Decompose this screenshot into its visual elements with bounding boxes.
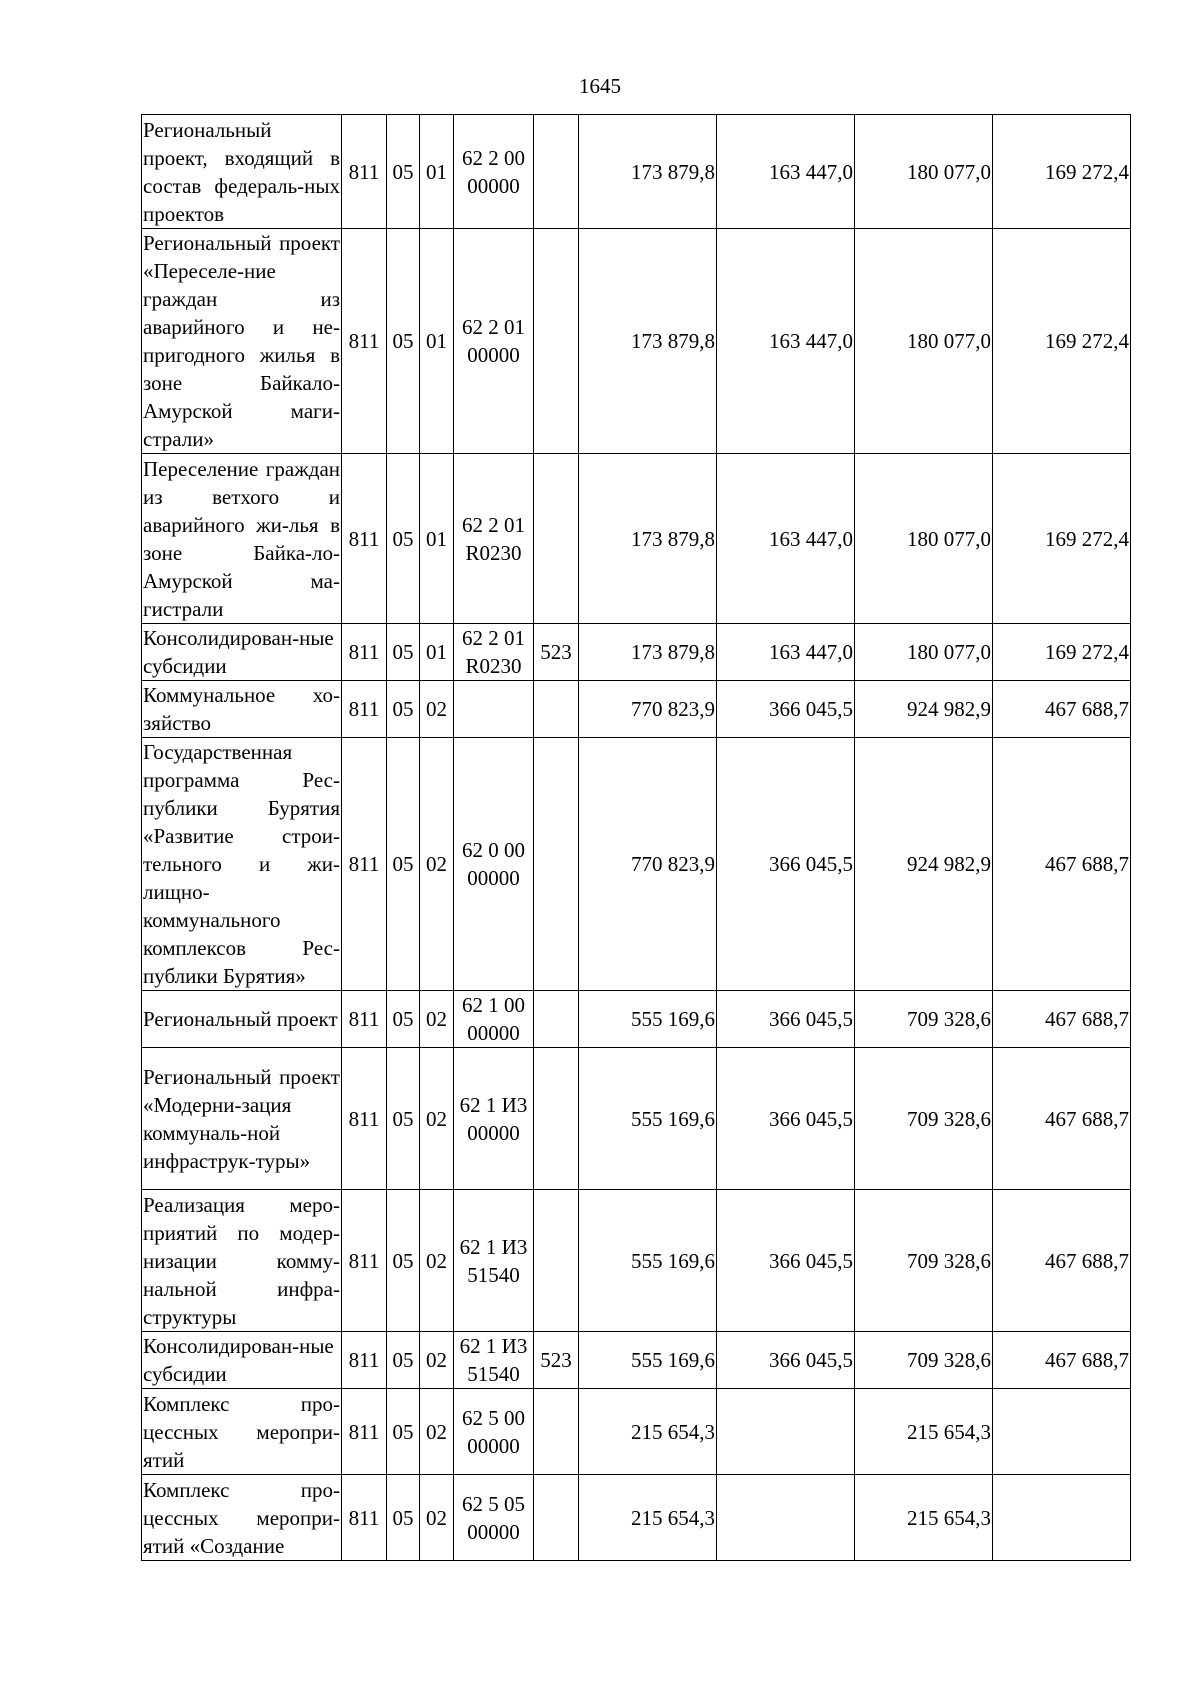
target-article: 62 2 01 00000 xyxy=(454,229,534,454)
target-article: 62 1 И3 51540 xyxy=(454,1332,534,1389)
section-code: 05 xyxy=(387,624,420,681)
amount-4: 467 688,7 xyxy=(993,1190,1131,1332)
expense-type xyxy=(534,1389,579,1475)
section-code: 05 xyxy=(387,738,420,991)
target-article: 62 5 05 00000 xyxy=(454,1475,534,1561)
expense-type xyxy=(534,1048,579,1190)
table-row xyxy=(142,624,1131,681)
table-row xyxy=(142,1389,1131,1475)
amount-1: 770 823,9 xyxy=(579,681,717,738)
section-code: 05 xyxy=(387,1190,420,1332)
target-article xyxy=(454,681,534,738)
target-article: 62 1 00 00000 xyxy=(454,991,534,1048)
ministry-code: 811 xyxy=(342,229,387,454)
amount-4: 467 688,7 xyxy=(993,1048,1131,1190)
amount-2: 163 447,0 xyxy=(717,229,855,454)
subsection-code: 01 xyxy=(420,454,454,624)
amount-3: 709 328,6 xyxy=(855,1190,993,1332)
amount-3: 709 328,6 xyxy=(855,1332,993,1389)
row-name: Комплекс про-цессных меропри-ятий «Создание xyxy=(142,1475,342,1561)
expense-type: 523 xyxy=(534,624,579,681)
row-name: Региональный проект xyxy=(142,991,342,1048)
amount-2: 366 045,5 xyxy=(717,738,855,991)
expense-type xyxy=(534,738,579,991)
expense-type xyxy=(534,1475,579,1561)
ministry-code: 811 xyxy=(342,681,387,738)
amount-2: 163 447,0 xyxy=(717,115,855,229)
section-code: 05 xyxy=(387,454,420,624)
section-code: 05 xyxy=(387,1048,420,1190)
amount-1: 770 823,9 xyxy=(579,738,717,991)
section-code: 05 xyxy=(387,229,420,454)
ministry-code: 811 xyxy=(342,991,387,1048)
amount-3: 924 982,9 xyxy=(855,681,993,738)
amount-4 xyxy=(993,1475,1131,1561)
amount-3: 924 982,9 xyxy=(855,738,993,991)
page-number: 1645 xyxy=(579,74,621,98)
amount-3: 180 077,0 xyxy=(855,454,993,624)
expense-type: 523 xyxy=(534,1332,579,1389)
row-name: Консолидирован-ные субсидии xyxy=(142,1332,342,1389)
row-name: Коммунальное хо-зяйство xyxy=(142,681,342,738)
ministry-code: 811 xyxy=(342,1048,387,1190)
section-code: 05 xyxy=(387,1332,420,1389)
row-name: Переселение граждан из ветхого и аварийного жи-лья в зоне Байка-ло-Амурской ма-гистрали xyxy=(142,454,342,624)
section-code: 05 xyxy=(387,1475,420,1561)
amount-3: 180 077,0 xyxy=(855,229,993,454)
target-article: 62 1 И3 51540 xyxy=(454,1190,534,1332)
amount-1: 555 169,6 xyxy=(579,991,717,1048)
ministry-code: 811 xyxy=(342,1389,387,1475)
ministry-code: 811 xyxy=(342,1475,387,1561)
amount-3: 709 328,6 xyxy=(855,1048,993,1190)
section-code: 05 xyxy=(387,681,420,738)
section-code: 05 xyxy=(387,115,420,229)
target-article: 62 1 И3 00000 xyxy=(454,1048,534,1190)
amount-1: 555 169,6 xyxy=(579,1332,717,1389)
amount-2: 366 045,5 xyxy=(717,1332,855,1389)
subsection-code: 02 xyxy=(420,681,454,738)
amount-1: 555 169,6 xyxy=(579,1048,717,1190)
subsection-code: 02 xyxy=(420,991,454,1048)
amount-4: 467 688,7 xyxy=(993,1332,1131,1389)
amount-3: 215 654,3 xyxy=(855,1389,993,1475)
row-name: Государственная программа Рес-публики Бурятия «Развитие строи-тельного и жи-лищно-коммунального комплексов Рес-публики Бурятия» xyxy=(142,738,342,991)
amount-1: 555 169,6 xyxy=(579,1190,717,1332)
table-row xyxy=(142,738,1131,991)
amount-2: 163 447,0 xyxy=(717,454,855,624)
table-row xyxy=(142,1190,1131,1332)
expense-type xyxy=(534,1190,579,1332)
row-name: Региональный проект «Модерни-зация коммуналь-ной инфраструк-туры» xyxy=(142,1048,342,1190)
row-name: Реализация меро-приятий по модер-низации комму-нальной инфра-структуры xyxy=(142,1190,342,1332)
expense-type xyxy=(534,115,579,229)
section-code: 05 xyxy=(387,991,420,1048)
amount-4: 467 688,7 xyxy=(993,991,1131,1048)
table-row xyxy=(142,229,1131,454)
ministry-code: 811 xyxy=(342,454,387,624)
amount-4: 169 272,4 xyxy=(993,115,1131,229)
section-code: 05 xyxy=(387,1389,420,1475)
amount-2: 366 045,5 xyxy=(717,1190,855,1332)
target-article: 62 5 00 00000 xyxy=(454,1389,534,1475)
amount-4: 467 688,7 xyxy=(993,681,1131,738)
table-row xyxy=(142,681,1131,738)
target-article: 62 0 00 00000 xyxy=(454,738,534,991)
amount-2 xyxy=(717,1475,855,1561)
budget-table xyxy=(141,114,1131,1561)
target-article: 62 2 01 R0230 xyxy=(454,454,534,624)
amount-1: 173 879,8 xyxy=(579,229,717,454)
subsection-code: 02 xyxy=(420,1048,454,1190)
table-row xyxy=(142,1332,1131,1389)
table-row xyxy=(142,115,1131,229)
ministry-code: 811 xyxy=(342,624,387,681)
table-row xyxy=(142,991,1131,1048)
subsection-code: 01 xyxy=(420,624,454,681)
amount-3: 180 077,0 xyxy=(855,115,993,229)
subsection-code: 02 xyxy=(420,1389,454,1475)
row-name: Региональный проект «Переселе-ние граждан из аварийного и не-пригодного жилья в зоне Байкало-Амурской маги-страли» xyxy=(142,229,342,454)
row-name: Консолидирован-ные субсидии xyxy=(142,624,342,681)
row-name: Комплекс про-цессных меропри-ятий xyxy=(142,1389,342,1475)
amount-2: 366 045,5 xyxy=(717,1048,855,1190)
subsection-code: 02 xyxy=(420,1332,454,1389)
expense-type xyxy=(534,681,579,738)
amount-3: 180 077,0 xyxy=(855,624,993,681)
amount-1: 173 879,8 xyxy=(579,115,717,229)
amount-1: 215 654,3 xyxy=(579,1389,717,1475)
amount-4: 169 272,4 xyxy=(993,229,1131,454)
amount-1: 173 879,8 xyxy=(579,454,717,624)
amount-2 xyxy=(717,1389,855,1475)
target-article: 62 2 01 R0230 xyxy=(454,624,534,681)
table-row xyxy=(142,454,1131,624)
subsection-code: 02 xyxy=(420,1190,454,1332)
amount-1: 173 879,8 xyxy=(579,624,717,681)
amount-4: 467 688,7 xyxy=(993,738,1131,991)
amount-2: 366 045,5 xyxy=(717,991,855,1048)
amount-4: 169 272,4 xyxy=(993,624,1131,681)
table-row xyxy=(142,1048,1131,1190)
table-row xyxy=(142,1475,1131,1561)
row-name: Региональный проект, входящий в состав федераль-ных проектов xyxy=(142,115,342,229)
expense-type xyxy=(534,229,579,454)
subsection-code: 01 xyxy=(420,115,454,229)
expense-type xyxy=(534,991,579,1048)
amount-4: 169 272,4 xyxy=(993,454,1131,624)
ministry-code: 811 xyxy=(342,1190,387,1332)
ministry-code: 811 xyxy=(342,738,387,991)
target-article: 62 2 00 00000 xyxy=(454,115,534,229)
amount-3: 709 328,6 xyxy=(855,991,993,1048)
amount-1: 215 654,3 xyxy=(579,1475,717,1561)
subsection-code: 02 xyxy=(420,738,454,991)
ministry-code: 811 xyxy=(342,115,387,229)
amount-2: 163 447,0 xyxy=(717,624,855,681)
subsection-code: 01 xyxy=(420,229,454,454)
ministry-code: 811 xyxy=(342,1332,387,1389)
subsection-code: 02 xyxy=(420,1475,454,1561)
amount-4 xyxy=(993,1389,1131,1475)
amount-2: 366 045,5 xyxy=(717,681,855,738)
amount-3: 215 654,3 xyxy=(855,1475,993,1561)
expense-type xyxy=(534,454,579,624)
